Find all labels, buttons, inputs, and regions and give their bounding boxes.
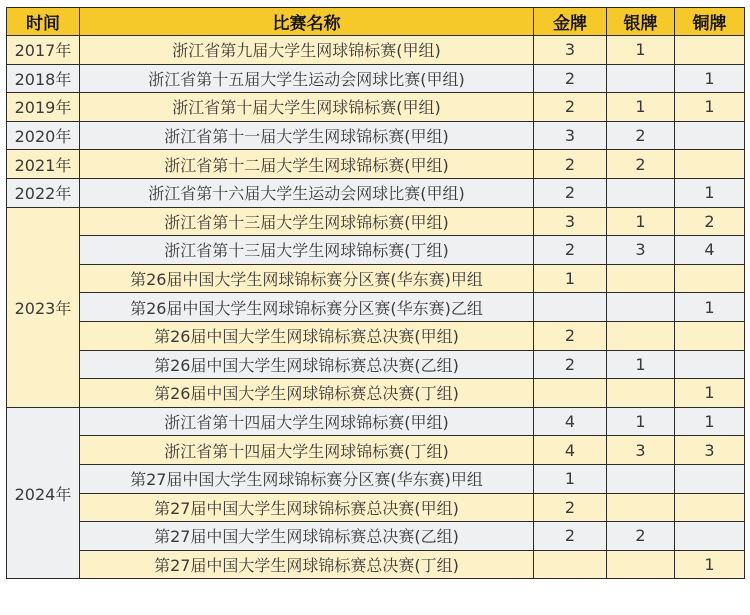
competition-name-cell: 第27届中国大学生网球锦标赛总决赛(乙组) xyxy=(80,522,534,551)
silver-count-cell: 1 xyxy=(607,207,675,236)
header-gold: 金牌 xyxy=(534,8,607,36)
gold-count-cell xyxy=(534,293,607,322)
year-cell: 2024年 xyxy=(7,407,80,579)
competition-name-cell: 浙江省第十四届大学生网球锦标赛(丁组) xyxy=(80,436,534,465)
year-cell: 2021年 xyxy=(7,150,80,179)
competition-name-cell: 第27届中国大学生网球锦标赛总决赛(丁组) xyxy=(80,550,534,579)
gold-count-cell: 2 xyxy=(534,350,607,379)
bronze-count-cell: 1 xyxy=(675,407,745,436)
bronze-count-cell: 1 xyxy=(675,293,745,322)
bronze-count-cell: 1 xyxy=(675,93,745,122)
silver-count-cell: 1 xyxy=(607,407,675,436)
table-row xyxy=(7,464,745,493)
competition-name-cell: 浙江省第十五届大学生运动会网球比赛(甲组) xyxy=(80,64,534,93)
silver-count-cell xyxy=(607,550,675,579)
silver-count-cell: 1 xyxy=(607,93,675,122)
gold-count-cell: 2 xyxy=(534,150,607,179)
gold-count-cell: 4 xyxy=(534,436,607,465)
header-bronze: 铜牌 xyxy=(675,8,745,36)
gold-count-cell: 2 xyxy=(534,321,607,350)
competition-name-cell: 浙江省第十三届大学生网球锦标赛(丁组) xyxy=(80,236,534,265)
table-row xyxy=(7,293,745,322)
silver-count-cell: 3 xyxy=(607,436,675,465)
table-row xyxy=(7,550,745,579)
silver-count-cell xyxy=(607,64,675,93)
silver-count-cell xyxy=(607,321,675,350)
year-cell: 2017年 xyxy=(7,36,80,65)
bronze-count-cell: 1 xyxy=(675,379,745,408)
table-row xyxy=(7,178,745,207)
header-time: 时间 xyxy=(7,8,80,36)
silver-count-cell xyxy=(607,379,675,408)
competition-name-cell: 第26届中国大学生网球锦标赛总决赛(甲组) xyxy=(80,321,534,350)
silver-count-cell: 3 xyxy=(607,236,675,265)
table-row xyxy=(7,522,745,551)
gold-count-cell xyxy=(534,379,607,408)
silver-count-cell: 2 xyxy=(607,121,675,150)
table-row xyxy=(7,436,745,465)
bronze-count-cell xyxy=(675,264,745,293)
bronze-count-cell: 1 xyxy=(675,64,745,93)
silver-count-cell xyxy=(607,293,675,322)
bronze-count-cell xyxy=(675,36,745,65)
results-table xyxy=(6,7,745,579)
year-cell: 2018年 xyxy=(7,64,80,93)
competition-name-cell: 第27届中国大学生网球锦标赛总决赛(甲组) xyxy=(80,493,534,522)
gold-count-cell: 4 xyxy=(534,407,607,436)
table-row xyxy=(7,264,745,293)
bronze-count-cell: 3 xyxy=(675,436,745,465)
bronze-count-cell: 4 xyxy=(675,236,745,265)
table-row xyxy=(7,121,745,150)
gold-count-cell: 1 xyxy=(534,464,607,493)
competition-name-cell: 浙江省第十一届大学生网球锦标赛(甲组) xyxy=(80,121,534,150)
silver-count-cell: 2 xyxy=(607,522,675,551)
table-row xyxy=(7,93,745,122)
table-row xyxy=(7,150,745,179)
gold-count-cell: 1 xyxy=(534,264,607,293)
gold-count-cell: 2 xyxy=(534,178,607,207)
silver-count-cell xyxy=(607,464,675,493)
gold-count-cell: 3 xyxy=(534,36,607,65)
table-row xyxy=(7,236,745,265)
silver-count-cell: 2 xyxy=(607,150,675,179)
year-cell: 2022年 xyxy=(7,178,80,207)
competition-name-cell: 浙江省第十六届大学生运动会网球比赛(甲组) xyxy=(80,178,534,207)
silver-count-cell xyxy=(607,493,675,522)
gold-count-cell: 2 xyxy=(534,522,607,551)
bronze-count-cell xyxy=(675,321,745,350)
silver-count-cell: 1 xyxy=(607,36,675,65)
gold-count-cell: 2 xyxy=(534,493,607,522)
bronze-count-cell: 2 xyxy=(675,207,745,236)
gold-count-cell: 2 xyxy=(534,64,607,93)
competition-name-cell: 第27届中国大学生网球锦标赛分区赛(华东赛)甲组 xyxy=(80,464,534,493)
gold-count-cell: 2 xyxy=(534,93,607,122)
competition-name-cell: 浙江省第九届大学生网球锦标赛(甲组) xyxy=(80,36,534,65)
bronze-count-cell: 1 xyxy=(675,178,745,207)
bronze-count-cell xyxy=(675,121,745,150)
table-row xyxy=(7,321,745,350)
silver-count-cell xyxy=(607,178,675,207)
competition-name-cell: 浙江省第十四届大学生网球锦标赛(甲组) xyxy=(80,407,534,436)
gold-count-cell xyxy=(534,550,607,579)
silver-count-cell xyxy=(607,264,675,293)
competition-name-cell: 浙江省第十三届大学生网球锦标赛(甲组) xyxy=(80,207,534,236)
header-row xyxy=(7,8,745,36)
table-row xyxy=(7,379,745,408)
header-competition-name: 比赛名称 xyxy=(80,8,534,36)
table-row xyxy=(7,207,745,236)
competition-name-cell: 第26届中国大学生网球锦标赛分区赛(华东赛)乙组 xyxy=(80,293,534,322)
competition-name-cell: 浙江省第十二届大学生网球锦标赛(甲组) xyxy=(80,150,534,179)
competition-name-cell: 第26届中国大学生网球锦标赛总决赛(乙组) xyxy=(80,350,534,379)
table-row xyxy=(7,407,745,436)
silver-count-cell: 1 xyxy=(607,350,675,379)
competition-name-cell: 第26届中国大学生网球锦标赛分区赛(华东赛)甲组 xyxy=(80,264,534,293)
bronze-count-cell xyxy=(675,522,745,551)
gold-count-cell: 3 xyxy=(534,121,607,150)
year-cell: 2023年 xyxy=(7,207,80,407)
bronze-count-cell: 1 xyxy=(675,550,745,579)
competition-name-cell: 第26届中国大学生网球锦标赛总决赛(丁组) xyxy=(80,379,534,408)
results-table-container xyxy=(6,7,745,579)
gold-count-cell: 2 xyxy=(534,236,607,265)
table-body xyxy=(7,36,745,579)
table-row xyxy=(7,350,745,379)
bronze-count-cell xyxy=(675,493,745,522)
year-cell: 2020年 xyxy=(7,121,80,150)
bronze-count-cell xyxy=(675,150,745,179)
bronze-count-cell xyxy=(675,464,745,493)
bronze-count-cell xyxy=(675,350,745,379)
gold-count-cell: 3 xyxy=(534,207,607,236)
competition-name-cell: 浙江省第十届大学生网球锦标赛(甲组) xyxy=(80,93,534,122)
header-silver: 银牌 xyxy=(607,8,675,36)
table-row xyxy=(7,493,745,522)
year-cell: 2019年 xyxy=(7,93,80,122)
table-row xyxy=(7,36,745,65)
table-row xyxy=(7,64,745,93)
